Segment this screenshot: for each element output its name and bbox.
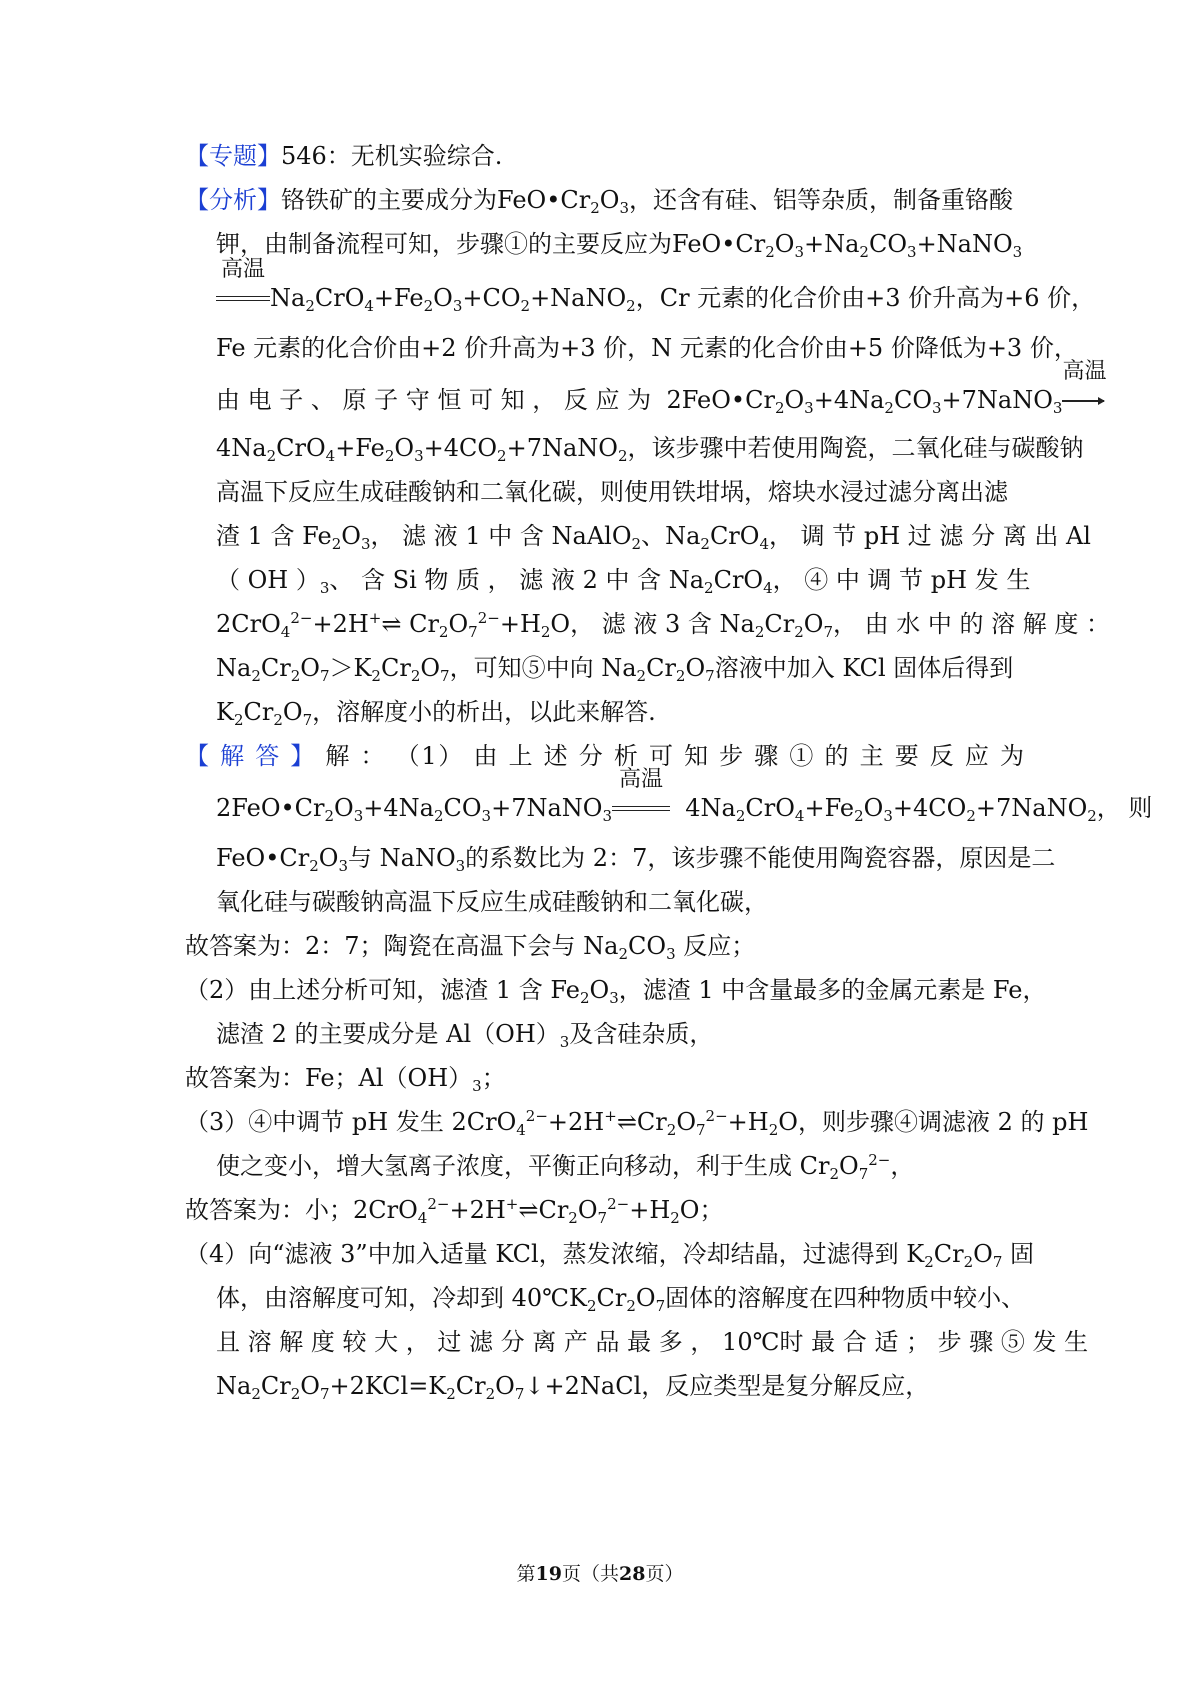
- solution-text: 的系数比为 2：7，该步骤不能使用陶瓷容器，原因是二: [465, 844, 1056, 872]
- analysis-text: Fe 元素的化合价由+2 价升高为+3 价，N 元素的化合价由+5 价降低为+3 价，: [216, 334, 1078, 362]
- analysis-line-6: $4Na_2CrO_4+Fe_2O_3+4CO_2+7NaNO_2$，该步骤中若使用陶瓷，二氧化硅与碳酸钠: [216, 434, 1084, 465]
- total-pages: 28: [619, 1563, 646, 1585]
- analysis-text: （ OH ）: [216, 566, 320, 594]
- solution-text: 反应；: [683, 932, 756, 960]
- solution-line-1: [185, 740, 1024, 772]
- reaction-condition-arrow: [216, 257, 270, 314]
- solution-text: 体，由溶解度可知，冷却到 40℃: [216, 1284, 570, 1312]
- footer-text: 页）: [645, 1563, 684, 1585]
- analysis-line-9: （ OH ）$_3$、 含 Si 物 质 ， 滤 液 2 中 含 $Na_2CrO_4$， ④ 中 调 节 pH 发 生: [216, 566, 1031, 597]
- solution-line-2: $2FeO•Cr_2O_3+4Na_2CO_3+7NaNO_3$ 高温 $4Na_2CrO_4+Fe_2O_3+4CO_2+7NaNO_2$， 则: [216, 767, 1153, 825]
- topic-text: 546：无机实验综合.: [281, 142, 503, 170]
- analysis-text: ，溶解度小的析出，以此来解答.: [312, 698, 656, 726]
- analysis-text: 高温下反应生成硅酸钠和二氧化碳，则使用铁坩埚，熔块水浸过滤分离出滤: [216, 478, 1008, 506]
- condition-label: 高温: [220, 257, 265, 282]
- analysis-line-12: $K_2Cr_2O_7$，溶解度小的析出，以此来解答.: [216, 698, 656, 729]
- reaction-condition-arrow: [612, 767, 670, 824]
- analysis-text: ， 调 节 pH 过 滤 分 离 出 Al: [769, 522, 1091, 550]
- analysis-text: ，可知⑤中向: [449, 654, 594, 682]
- analysis-text: 溶液中加入 KCl 固体后得到: [714, 654, 1014, 682]
- solution-text: 且 溶 解 度 较 大 ， 过 滤 分 离 产 品 最 多 ， 10℃时 最 合 适 ； 步 骤 ⑤ 发 生: [216, 1328, 1089, 1356]
- solution-text: 与: [348, 844, 372, 872]
- solution-text: 固: [1010, 1240, 1035, 1268]
- solution-text: ，反应类型是复分解反应，: [641, 1372, 930, 1400]
- answer-label: 【 解 答 】: [185, 742, 317, 770]
- solution-line-15: $Na_2Cr_2O_7+2KCl=K_2Cr_2O_7↓+2NaCl$，反应类型是复分解反应，: [216, 1372, 930, 1403]
- solution-line-5: 故答案为：2：7；陶瓷在高温下会与 $Na_2CO_3$ 反应；: [185, 932, 756, 963]
- solution-text: 故答案为：2：7；陶瓷在高温下会与: [185, 932, 576, 960]
- solution-text: ；: [699, 1196, 724, 1224]
- topic-label: 【专题】: [185, 142, 281, 170]
- analysis-line-5: 由 电 子 、 原 子 守 恒 可 知 ， 反 应 为 $2FeO•Cr_2O_3+4Na_2CO_3+7NaNO_3$ 高温: [216, 359, 1107, 417]
- analysis-line-2: 钾，由制备流程可知，步骤①的主要反应为$FeO•Cr_2O_3+Na_2CO_3+NaNO_3$: [216, 230, 1023, 261]
- analysis-line-8: 渣 1 含 $Fe_2O_3$， 滤 液 1 中 含 NaAlO$_2$、$Na_2CrO_4$， 调 节 pH 过 滤 分 离 出 Al: [216, 522, 1091, 553]
- analysis-text: ＞: [329, 654, 354, 682]
- analysis-text: 由 电 子 、 原 子 守 恒 可 知 ， 反 应 为: [216, 386, 652, 414]
- solution-text: 滤渣 2 的主要成分是 Al（OH）: [216, 1020, 560, 1048]
- analysis-line-11: $Na_2Cr_2O_7>K_2Cr_2O_7$，可知⑤中向 $Na_2Cr_2O_7$溶液中加入 KCl 固体后得到: [216, 654, 1014, 685]
- solution-text: 氧化硅与碳酸钠高温下反应生成硅酸钠和二氧化碳，: [216, 888, 768, 916]
- analysis-line-4: [216, 332, 1078, 364]
- analysis-text: 钾，由制备流程可知，步骤①的主要反应为: [216, 230, 672, 258]
- analysis-text: ， 由 水 中 的 溶 解 度 ：: [833, 610, 1111, 638]
- solution-line-9: （3）④中调节 pH 发生 $2CrO_4^{2-}+2H^+\rightleftharpoons Cr_2O_7^{2-}+H_2O$，则步骤④调滤液 2 的 pH: [185, 1107, 1089, 1139]
- solution-line-13: 体，由溶解度可知，冷却到 $40℃K_2Cr_2O_7$固体的溶解度在四种物质中较小、: [216, 1284, 1026, 1315]
- analysis-text: 渣 1 含: [216, 522, 295, 550]
- solution-text: ，滤渣 1 中含量最多的金属元素是 Fe，: [618, 976, 1047, 1004]
- topic-line: [185, 140, 502, 172]
- analysis-line-7: [216, 476, 1008, 508]
- analysis-text: 、: [641, 522, 666, 550]
- footer-text: 第: [516, 1563, 536, 1585]
- analysis-line-10: 2CrO$_4^{2-}$+2H+⇌ $Cr_2O_7^{2-}+H_2O$， 滤 液 3 含 $Na_2Cr_2O_7$， 由 水 中 的 溶 解 度 ：: [216, 609, 1111, 641]
- solution-text: 故答案为：小；: [185, 1196, 353, 1224]
- footer-text: 页（共: [561, 1563, 619, 1585]
- page-number: 19: [535, 1563, 562, 1585]
- analysis-text: 铬铁矿的主要成分为: [281, 186, 497, 214]
- solution-text: （3）④中调节 pH 发生: [185, 1108, 444, 1136]
- analysis-text: ， 滤 液 1 中 含: [370, 522, 544, 550]
- solution-line-8: 故答案为：Fe；$Al(OH)_3$；: [185, 1064, 506, 1095]
- analysis-label: 【分析】: [185, 186, 281, 214]
- solution-line-10: 使之变小，增大氢离子浓度，平衡正向移动，利于生成 $Cr_2O_7^{2-}$，: [216, 1151, 915, 1183]
- analysis-text: ，该步骤中若使用陶瓷，二氧化硅与碳酸钠: [627, 434, 1084, 462]
- solution-line-6: （2）由上述分析可知，滤渣 1 含 $Fe_2O_3$，滤渣 1 中含量最多的金属元素是 Fe，: [185, 976, 1047, 1007]
- analysis-text: ， 滤 液 3 含: [570, 610, 712, 638]
- solution-text: ， 则: [1096, 794, 1153, 822]
- solution-line-14: [216, 1326, 1089, 1358]
- condition-label: 高温: [1062, 359, 1107, 384]
- analysis-text: ，还含有硅、铝等杂质，制备重铬酸: [629, 186, 1013, 214]
- reaction-condition-arrow: [1062, 359, 1107, 416]
- solution-line-12: （4）向“滤液 3”中加入适量 KCl，蒸发浓缩，冷却结晶，过滤得到 $K_2Cr_2O_7$ 固: [185, 1240, 1035, 1271]
- solution-line-11: 故答案为：小；$2CrO_4^{2-}+2H^+\rightleftharpoons Cr_2O_7^{2-}+H_2O$；: [185, 1195, 724, 1227]
- page-footer: [0, 1562, 1200, 1586]
- solution-line-7: 滤渣 2 的主要成分是 $Al(OH)_3$及含硅杂质，: [216, 1020, 714, 1051]
- condition-label: 高温: [619, 767, 664, 792]
- solution-text: 使之变小，增大氢离子浓度，平衡正向移动，利于生成: [216, 1152, 792, 1180]
- analysis-line-1: 【分析】铬铁矿的主要成分为$FeO•Cr_2O_3$，还含有硅、铝等杂质，制备重铬酸: [185, 186, 1013, 217]
- solution-text: ，则步骤④调滤液 2 的 pH: [797, 1108, 1089, 1136]
- solution-text: （4）向“滤液 3”中加入适量 KCl，蒸发浓缩，冷却结晶，过滤得到: [185, 1240, 899, 1268]
- solution-line-3: $FeO•Cr_2O_3$与 NaNO$_3$的系数比为 2：7，该步骤不能使用陶瓷容器，原因是二: [216, 844, 1056, 875]
- analysis-text: ，Cr 元素的化合价由+3 价升高为+6 价，: [635, 284, 1096, 312]
- solution-text: 固体的溶解度在四种物质中较小、: [665, 1284, 1026, 1312]
- solution-text: 解 ： （1） 由 上 述 分 析 可 知 步 骤 ① 的 主 要 反 应 为: [325, 742, 1024, 770]
- solution-text: ；: [481, 1064, 506, 1092]
- solution-text: （2）由上述分析可知，滤渣 1 含: [185, 976, 543, 1004]
- analysis-text: 、 含 Si 物 质 ， 滤 液 2 中 含: [329, 566, 662, 594]
- analysis-line-3: 高温 $Na_2CrO_4+Fe_2O_3+CO_2+NaNO_2$，Cr 元素的化合价由+3 价升高为+6 价，: [216, 282, 1095, 314]
- solution-line-4: [216, 886, 768, 918]
- analysis-text: ， ④ 中 调 节 pH 发 生: [772, 566, 1031, 594]
- solution-text: 故答案为：Fe；Al（OH）: [185, 1064, 473, 1092]
- solution-text: 及含硅杂质，: [569, 1020, 714, 1048]
